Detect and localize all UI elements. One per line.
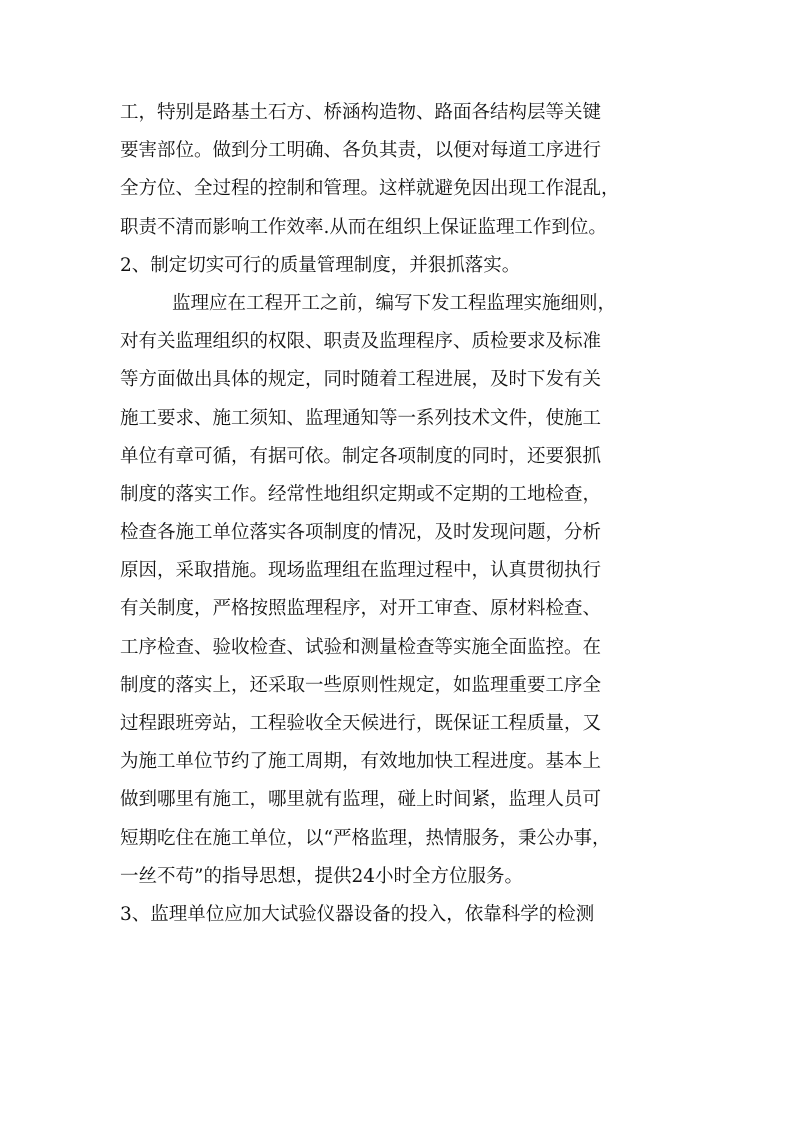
text-line: 单位有章可循，有据可依。制定各项制度的同时，还要狠抓: [120, 445, 602, 467]
text-line: 过程跟班旁站，工程验收全天候进行，既保证工程质量，又: [120, 713, 602, 734]
text-line: 一丝不苟”的指导思想，提供24小时全方位服务。: [120, 865, 524, 887]
section-heading-2: 2、制定切实可行的质量管理制度，并狠抓落实。: [120, 254, 521, 276]
section-heading-3: 3、监理单位应加大试验仪器设备的投入，依靠科学的检测: [120, 903, 595, 925]
text-line: 制度的落实上，还采取一些原则性规定，如监理重要工序全: [120, 674, 602, 696]
text-line: 检查各施工单位落实各项制度的情况，及时发现问题，分析: [120, 522, 602, 544]
text-line: 对有关监理组织的权限、职责及监理程序、质检要求及标准: [120, 331, 602, 353]
text-line: 短期吃住在施工单位，以“严格监理，热情服务，秉公办事，: [120, 827, 611, 849]
paragraph-first-line: 监理应在工程开工之前，编写下发工程监理实施细则，: [172, 292, 617, 314]
text-line: 职责不清而影响工作效率.从而在组织上保证监理工作到位。: [120, 216, 607, 238]
text-line: 原因，采取措施。现场监理组在监理过程中，认真贯彻执行: [120, 560, 602, 582]
text-line: 为施工单位节约了施工周期，有效地加快工程进度。基本上: [120, 751, 602, 773]
text-line: 施工要求、施工须知、监理通知等一系列技术文件，使施工: [120, 407, 602, 429]
text-line: 工，特别是路基土石方、桥涵构造物、路面各结构层等关键: [120, 102, 602, 123]
text-line: 工序检查、验收检查、试验和测量检查等实施全面监控。在: [120, 636, 602, 658]
text-line: 有关制度，严格按照监理程序，对开工审查、原材料检查、: [120, 598, 602, 620]
text-line: 等方面做出具体的规定，同时随着工程进展，及时下发有关: [120, 369, 602, 391]
text-line: 制度的落实工作。经常性地组织定期或不定期的工地检查，: [120, 483, 602, 505]
text-line: 要害部位。做到分工明确、各负其责，以便对每道工序进行: [120, 140, 602, 162]
body-text: [120, 94, 676, 934]
text-line: 全方位、全过程的控制和管理。这样就避免因出现工作混乱，: [120, 178, 620, 200]
text-line: 做到哪里有施工，哪里就有监理，碰上时间紧，监理人员可: [120, 789, 602, 811]
